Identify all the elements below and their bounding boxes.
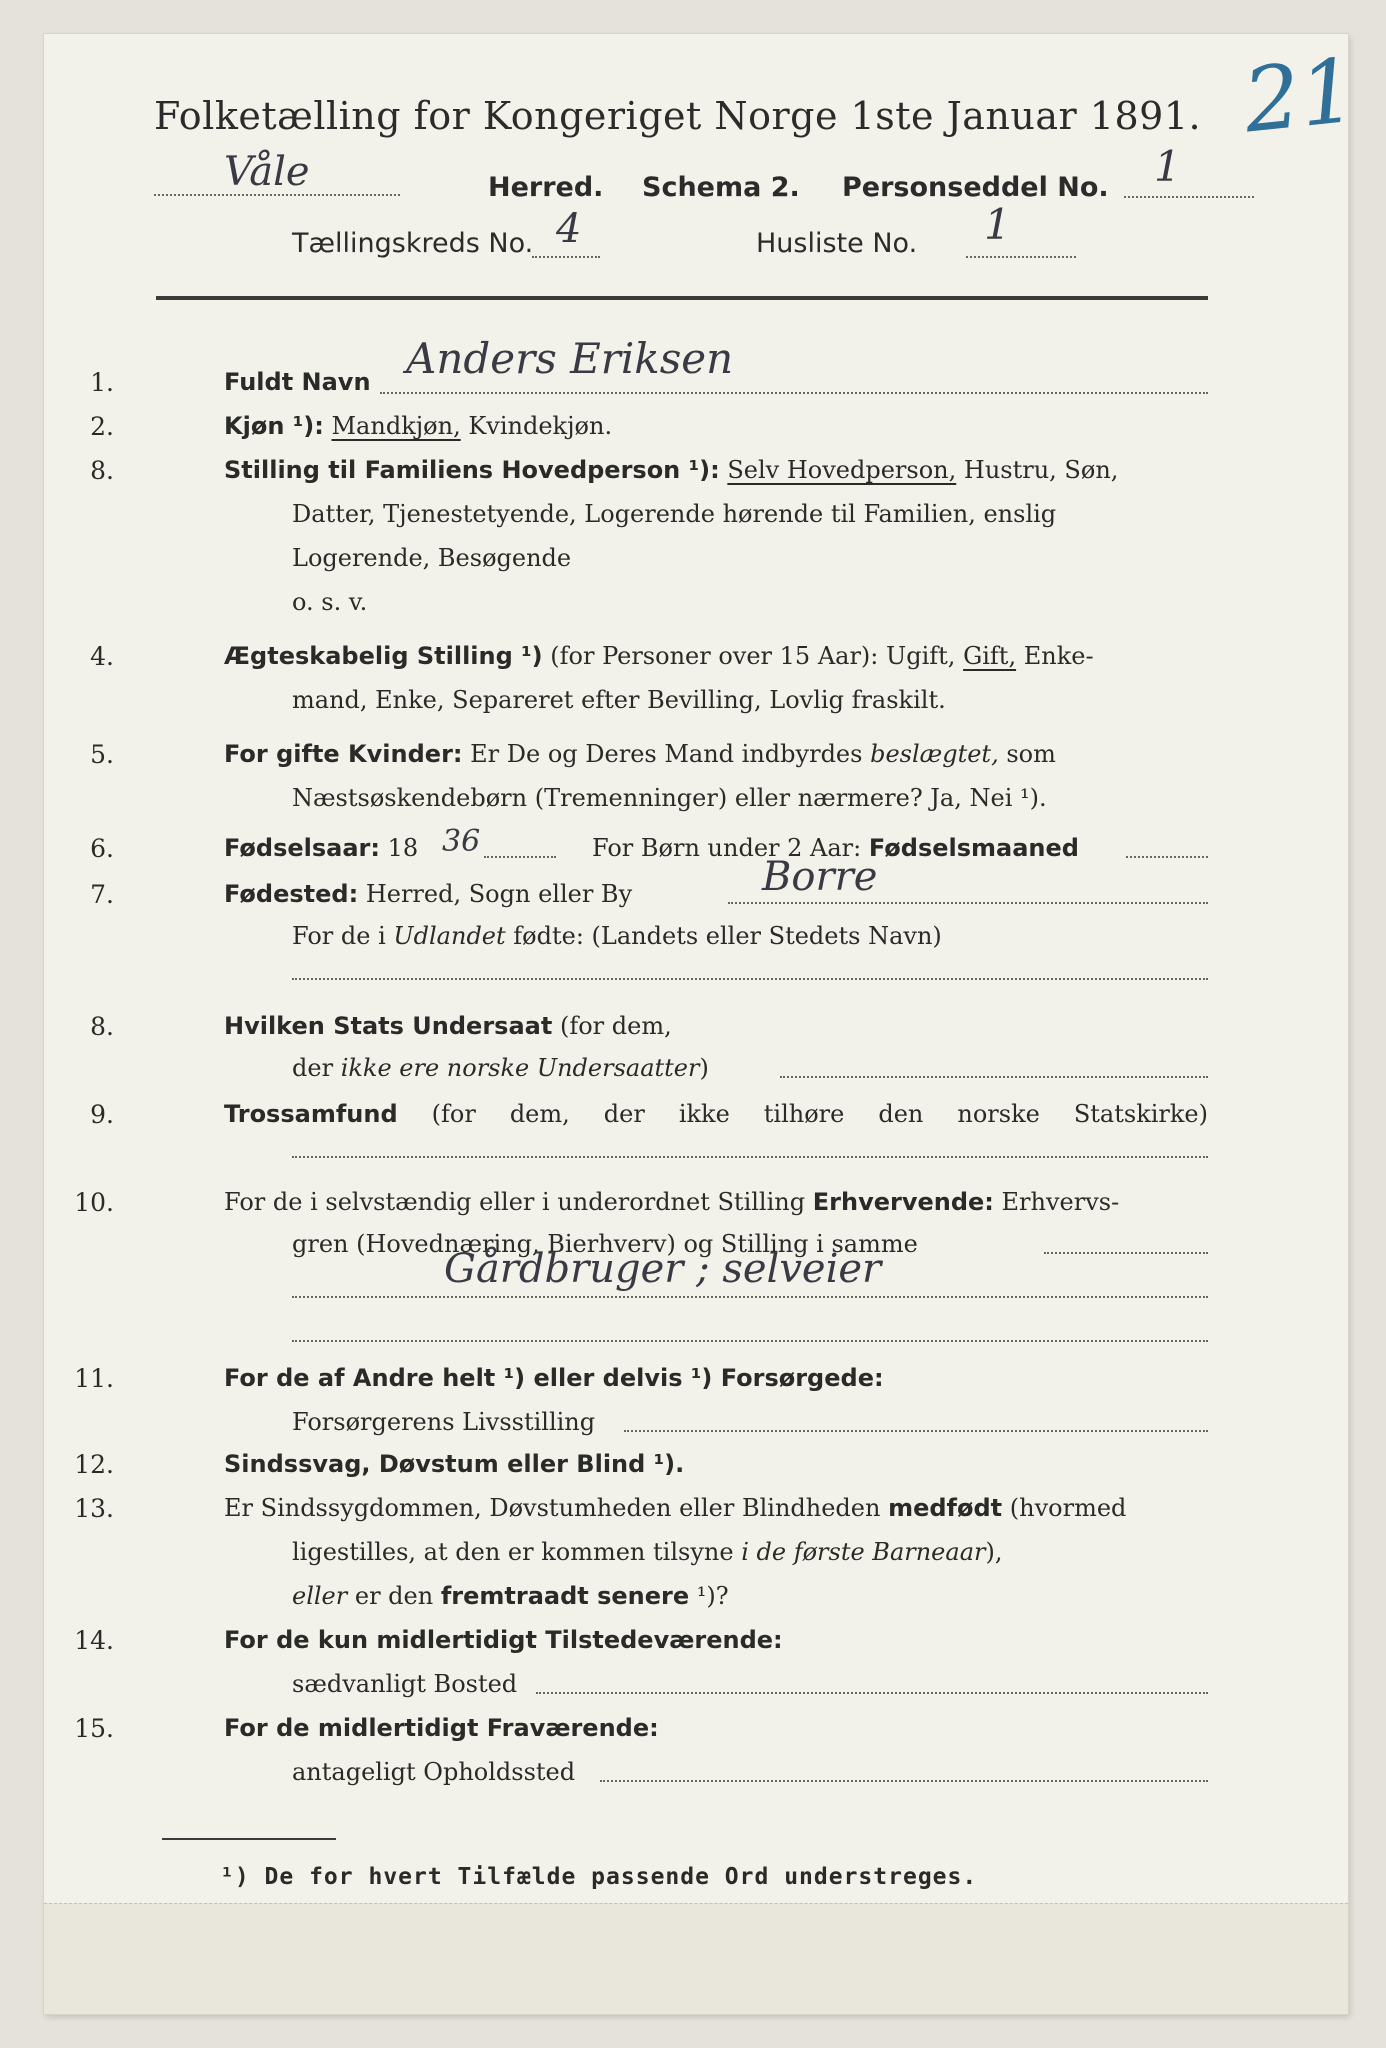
corner-page-number: 21 (1238, 38, 1362, 153)
q3-row (224, 455, 1118, 485)
q11-number: 11. (74, 1364, 114, 1393)
q13-row (224, 1493, 1126, 1523)
q5-line2: Næstsøskendebørn (Tremenninger) eller nærmere? Ja, Nei ¹). (292, 784, 1047, 812)
q14-label: For de kun midlertidigt Tilstedeværende: (224, 1626, 783, 1654)
q7-line (728, 902, 1208, 904)
q3-line2: Datter, Tjenestetyende, Logerende hørende til Familien, enslig (292, 500, 1057, 528)
q13-line2-italic: i de første Barneaar (741, 1538, 986, 1566)
q4-number: 4. (90, 642, 114, 671)
q6-text: For Børn under 2 Aar: (592, 834, 862, 862)
q14-number: 14. (74, 1626, 114, 1655)
q4-label: Ægteskabelig Stilling ¹) (224, 642, 543, 670)
q10-number: 10. (74, 1188, 114, 1217)
q14-line2: sædvanligt Bosted (292, 1670, 518, 1698)
q2-row (224, 411, 612, 441)
q4-selected: Gift, (963, 642, 1017, 670)
q15-label: For de midlertidigt Fraværende: (224, 1714, 659, 1742)
q7-value: Borre (762, 854, 878, 900)
q3-line1-rest: Hustru, Søn, (963, 456, 1119, 484)
q11-line2: Forsørgerens Livsstilling (292, 1408, 596, 1436)
herred-value: Våle (224, 149, 310, 195)
kreds-label: Tællingskreds No. (292, 228, 534, 259)
q8-line2: der ikke ere norske Undersaatter) (292, 1054, 709, 1082)
q2-number: 2. (90, 412, 114, 441)
q7-label: Fødested: (224, 880, 359, 908)
herred-label: Herred. (488, 172, 604, 203)
q8-line (780, 1076, 1208, 1078)
q15-line (600, 1780, 1208, 1782)
q13-number: 13. (74, 1494, 114, 1523)
q10-value: Gårdbruger ; selveier (444, 1246, 882, 1292)
q10-label: Erhvervende: (812, 1188, 994, 1216)
q14-line (536, 1692, 1208, 1694)
q10-line2-dots (1044, 1252, 1208, 1254)
q6-number: 6. (90, 834, 114, 863)
q4-text-b: Enke- (1023, 642, 1094, 670)
q8-row (224, 1011, 672, 1041)
q9-label: Trossamfund (224, 1100, 398, 1128)
q5-label: For gifte Kvinder: (224, 740, 463, 768)
bottom-margin-strip (44, 1903, 1348, 2014)
census-form (44, 34, 1362, 2014)
schema-label: Schema 2. (642, 172, 800, 203)
q5-row (224, 739, 1056, 769)
q5-italic: beslægtet, (870, 740, 999, 768)
q13-line2: ligestilles, at den er kommen tilsyne i de første Barneaar), (292, 1538, 1003, 1566)
q5-number: 5. (90, 740, 114, 769)
q6-row (224, 833, 418, 863)
q1-label: Fuldt Navn (224, 368, 371, 396)
form-title: Folketælling for Kongeriget Norge 1ste Januar 1891. (154, 94, 1202, 138)
q13-line3-b: ¹)? (696, 1582, 729, 1610)
q9-row (224, 1099, 1208, 1129)
q8-line2-a: der (292, 1054, 334, 1082)
q6-prefix: 18 (387, 834, 419, 862)
q13-line2-a: ligestilles, at den er kommen tilsyne (292, 1538, 734, 1566)
q13-text-b: (hvormed (1009, 1494, 1127, 1522)
q5-text-b: som (1006, 740, 1056, 768)
q10-line3 (292, 1296, 1208, 1298)
q6-label2: Fødselsmaaned (868, 834, 1079, 862)
kreds-value: 4 (556, 206, 582, 252)
q6-value: 36 (442, 824, 481, 859)
q9-line (292, 1156, 1208, 1158)
q3-line4: o. s. v. (292, 588, 368, 616)
q12-label: Sindssvag, Døvstum eller Blind ¹). (224, 1450, 685, 1478)
q10-text-b: Erhvervs- (1001, 1188, 1120, 1216)
q10-text: For de i selvstændig eller i underordnet Stilling (224, 1188, 806, 1216)
husliste-value: 1 (984, 200, 1011, 249)
husliste-line (966, 256, 1076, 258)
q10-line2: gren (Hovednæring, Bierhverv) og Stilling i samme (292, 1230, 918, 1258)
q10-row (224, 1187, 1119, 1217)
q7-line2-b: fødte: (Landets eller Stedets Navn) (513, 922, 942, 950)
q4-line2: mand, Enke, Separeret efter Bevilling, Lovlig fraskilt. (292, 686, 946, 714)
q1-number: 1. (90, 368, 114, 397)
kreds-line (532, 256, 600, 258)
q2-option-mandkjon: Mandkjøn, (331, 412, 461, 440)
q1-line (380, 392, 1208, 394)
q11-line (624, 1430, 1208, 1432)
q11-label: For de af Andre helt ¹) eller delvis ¹) Forsørgede: (224, 1364, 884, 1392)
personseddel-label: Personseddel No. (842, 172, 1109, 203)
q13-label: medfødt (888, 1494, 1003, 1522)
q7-number: 7. (90, 880, 114, 909)
q15-number: 15. (74, 1714, 114, 1743)
q9-number: 9. (90, 1100, 114, 1129)
husliste-label: Husliste No. (756, 228, 918, 259)
q10-line4 (292, 1340, 1208, 1342)
footnote: ¹) De for hvert Tilfælde passende Ord understreges. (220, 1864, 978, 1890)
q13-line3-bold: fremtraadt senere (440, 1582, 690, 1610)
q13-line3-italic: eller (292, 1582, 348, 1610)
q6-line2 (1126, 856, 1208, 858)
q7-line2-a: For de i (292, 922, 386, 950)
q2-option-kvindekjon: Kvindekjøn. (468, 412, 613, 440)
q15-line2: antageligt Opholdssted (292, 1758, 576, 1786)
q7-line2-italic: Udlandet (393, 922, 506, 950)
q8-label: Hvilken Stats Undersaat (224, 1012, 553, 1040)
q8-line2-italic: ikke ere norske Undersaatter (340, 1054, 700, 1082)
q12-number: 12. (74, 1450, 114, 1479)
q9-text: (for dem, der ikke tilhøre den norske Statskirke) (431, 1100, 1208, 1128)
personseddel-value: 1 (1154, 142, 1181, 191)
q3-label: Stilling til Familiens Hovedperson ¹): (224, 456, 720, 484)
q13-line3-a: er den (354, 1582, 434, 1610)
q3-selected: Selv Hovedperson, (727, 456, 957, 484)
q8-number: 8. (90, 1012, 114, 1041)
q7-line2 (292, 921, 942, 951)
q13-line3 (292, 1581, 729, 1611)
personseddel-line (1124, 196, 1254, 198)
q3-number: 8. (90, 456, 114, 485)
q7-text: Herred, Sogn eller By (365, 880, 633, 908)
q7-row (224, 879, 632, 909)
footnote-rule (162, 1838, 336, 1840)
q5-text-a: Er De og Deres Mand indbyrdes (470, 740, 863, 768)
q13-text-a: Er Sindssygdommen, Døvstumheden eller Blindheden (224, 1494, 881, 1522)
q1-value: Anders Eriksen (406, 334, 734, 383)
q7-line3 (292, 978, 1208, 980)
q8-text: (for dem, (559, 1012, 672, 1040)
q4-row (224, 641, 1094, 671)
q3-line3: Logerende, Besøgende (292, 544, 572, 572)
header-divider (156, 296, 1208, 300)
q6-line (484, 856, 556, 858)
q4-text-a: (for Personer over 15 Aar): Ugift, (550, 642, 956, 670)
q6-label: Fødselsaar: (224, 834, 380, 862)
q2-label: Kjøn ¹): (224, 412, 324, 440)
